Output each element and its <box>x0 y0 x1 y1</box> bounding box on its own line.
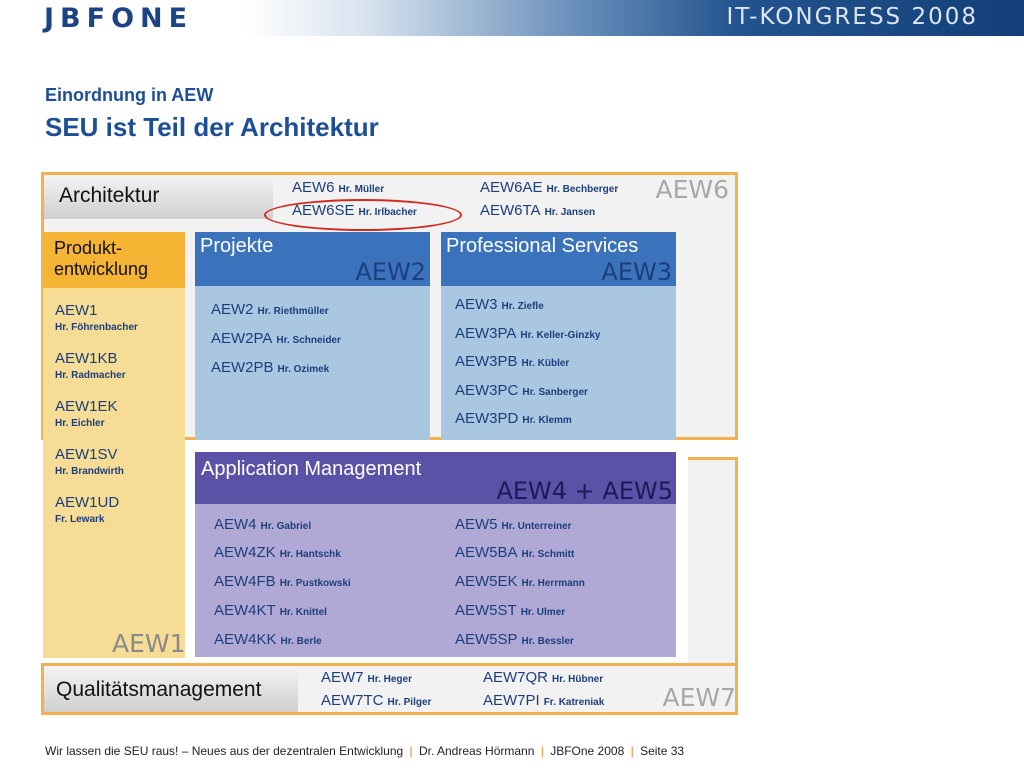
org-code: AEW2PA <box>211 330 273 347</box>
org-person: Hr. Jansen <box>544 207 596 218</box>
org-entry <box>321 669 412 687</box>
org-code: AEW7TC <box>321 692 384 709</box>
org-person: Hr. Schmitt <box>521 549 575 560</box>
footer-event: JBFOne 2008 <box>550 744 625 758</box>
org-code: AEW6 <box>292 179 335 196</box>
qualitaet-band <box>44 666 735 712</box>
org-code: AEW3PB <box>455 353 518 370</box>
slide-title: SEU ist Teil der Architektur <box>45 112 379 142</box>
org-entry <box>214 631 322 649</box>
org-entry <box>455 573 585 591</box>
org-entry <box>214 573 351 591</box>
org-person: Hr. Klemm <box>522 415 572 426</box>
org-code: AEW1 <box>55 302 98 319</box>
org-code: AEW1EK <box>55 398 118 415</box>
org-code: AEW1KB <box>55 350 118 367</box>
footer-author: Dr. Andreas Hörmann <box>419 744 535 758</box>
application-management-unit: AEW4 + AEW5 <box>496 477 673 505</box>
architektur-unit: AEW6 <box>655 175 729 204</box>
qualitaet-label: Qualitätsmanagement <box>56 678 262 701</box>
produkt-unit: AEW1 <box>112 629 186 658</box>
org-person: Hr. Keller-Ginzky <box>520 330 601 341</box>
footer-separator: | <box>409 744 413 758</box>
org-entry <box>214 516 311 534</box>
qualitaet-label-box <box>44 666 298 712</box>
org-person: Hr. Eichler <box>55 418 105 429</box>
org-person: Fr. Katreniak <box>543 697 605 708</box>
slide-subtitle: Einordnung in AEW <box>45 85 214 105</box>
org-person: Hr. Herrmann <box>521 578 585 589</box>
org-code: AEW4KT <box>214 602 276 619</box>
org-code: AEW5EK <box>455 573 518 590</box>
professional-services-box <box>441 232 676 440</box>
org-entry <box>214 602 327 620</box>
org-entry <box>455 296 544 314</box>
org-code: AEW1SV <box>55 446 118 463</box>
application-management-title: Application Management <box>201 458 422 480</box>
org-person: Hr. Pilger <box>387 697 432 708</box>
org-code: AEW2PB <box>211 359 274 376</box>
org-code: AEW4 <box>214 516 257 533</box>
org-person: Hr. Radmacher <box>55 370 126 381</box>
org-entry <box>480 202 595 220</box>
org-person: Hr. Irlbacher <box>358 207 417 218</box>
org-entry <box>211 359 329 377</box>
org-code: AEW2 <box>211 301 254 318</box>
org-entry <box>483 692 604 710</box>
org-code: AEW6SE <box>292 202 355 219</box>
professional-services-header <box>441 232 676 286</box>
org-person: Hr. Unterreiner <box>501 521 572 532</box>
org-code: AEW4KK <box>214 631 277 648</box>
org-entry <box>455 631 574 649</box>
org-code: AEW7 <box>321 669 364 686</box>
org-entry <box>483 669 603 687</box>
org-entry <box>455 516 572 534</box>
org-person: Hr. Schneider <box>276 335 341 346</box>
org-person: Hr. Pustkowski <box>279 578 351 589</box>
org-person: Hr. Heger <box>367 674 412 685</box>
event-title: IT-KONGRESS 2008 <box>726 4 978 30</box>
produkt-header <box>43 232 185 288</box>
org-person: Hr. Hübner <box>552 674 604 685</box>
footer-separator: | <box>630 744 634 758</box>
produkt-title-line2: entwicklung <box>54 259 149 279</box>
application-management-box <box>195 452 676 657</box>
org-entry <box>455 325 600 343</box>
org-person: Hr. Ozimek <box>277 364 330 375</box>
frame-border <box>41 663 738 666</box>
org-entry <box>455 544 574 562</box>
projekte-box <box>195 232 430 440</box>
produkt-title-line1: Produkt- <box>54 238 123 258</box>
org-person: Hr. Gabriel <box>260 521 312 532</box>
application-management-header <box>195 452 676 504</box>
qualitaet-unit: AEW7 <box>662 683 736 712</box>
org-code: AEW6TA <box>480 202 541 219</box>
company-logo: JBFONE <box>44 3 194 34</box>
frame-border <box>41 663 44 715</box>
professional-services-title: Professional Services <box>446 235 639 257</box>
org-code: AEW7PI <box>483 692 540 709</box>
org-person: Hr. Föhrenbacher <box>55 322 138 333</box>
org-person: Fr. Lewark <box>55 514 105 525</box>
architektur-label: Architektur <box>59 184 160 207</box>
frame-border <box>41 712 738 715</box>
org-code: AEW7QR <box>483 669 549 686</box>
org-code: AEW1UD <box>55 494 120 511</box>
frame-fill <box>688 460 735 665</box>
org-entry <box>455 410 572 428</box>
highlight-ellipse <box>264 199 462 231</box>
org-code: AEW4ZK <box>214 544 276 561</box>
footer-page: Seite 33 <box>640 744 685 758</box>
org-person: Hr. Riethmüller <box>257 306 329 317</box>
org-person: Hr. Sanberger <box>522 387 588 398</box>
org-person: Hr. Bessler <box>521 636 574 647</box>
org-entry <box>455 602 565 620</box>
org-person: Hr. Müller <box>338 184 385 195</box>
org-code: AEW4FB <box>214 573 276 590</box>
org-person: Hr. Ulmer <box>520 607 566 618</box>
org-code: AEW3PA <box>455 325 517 342</box>
org-code: AEW5ST <box>455 602 517 619</box>
slide-footer <box>45 744 684 758</box>
projekte-header <box>195 232 430 286</box>
org-code: AEW6AE <box>480 179 543 196</box>
org-person: Hr. Bechberger <box>546 184 619 195</box>
frame-border <box>688 457 738 460</box>
footer-text: Wir lassen die SEU raus! – Neues aus der dezentralen Entwicklung <box>45 744 404 758</box>
org-entry <box>211 301 329 319</box>
header-bar <box>0 0 1024 36</box>
org-entry <box>214 544 341 562</box>
org-entry <box>455 382 588 400</box>
org-code: AEW3 <box>455 296 498 313</box>
org-code: AEW3PC <box>455 382 519 399</box>
projekte-unit: AEW2 <box>355 258 426 286</box>
org-code: AEW5 <box>455 516 498 533</box>
org-person: Hr. Berle <box>280 636 322 647</box>
org-person: Hr. Ziefle <box>501 301 544 312</box>
org-entry <box>321 692 431 710</box>
org-code: AEW3PD <box>455 410 519 427</box>
frame-border <box>735 457 738 715</box>
org-person: Hr. Kübler <box>521 358 570 369</box>
org-person: Hr. Brandwirth <box>55 466 124 477</box>
org-entry <box>480 179 618 197</box>
projekte-title: Projekte <box>200 235 274 257</box>
org-person: Hr. Hantschk <box>279 549 341 560</box>
professional-services-unit: AEW3 <box>601 258 672 286</box>
produkt-title <box>54 238 184 280</box>
org-code: AEW5BA <box>455 544 518 561</box>
footer-separator: | <box>540 744 544 758</box>
org-code: AEW5SP <box>455 631 518 648</box>
org-person: Hr. Knittel <box>279 607 327 618</box>
org-entry <box>211 330 341 348</box>
org-entry <box>292 179 384 197</box>
architektur-label-box <box>44 175 273 219</box>
org-entry <box>455 353 569 371</box>
